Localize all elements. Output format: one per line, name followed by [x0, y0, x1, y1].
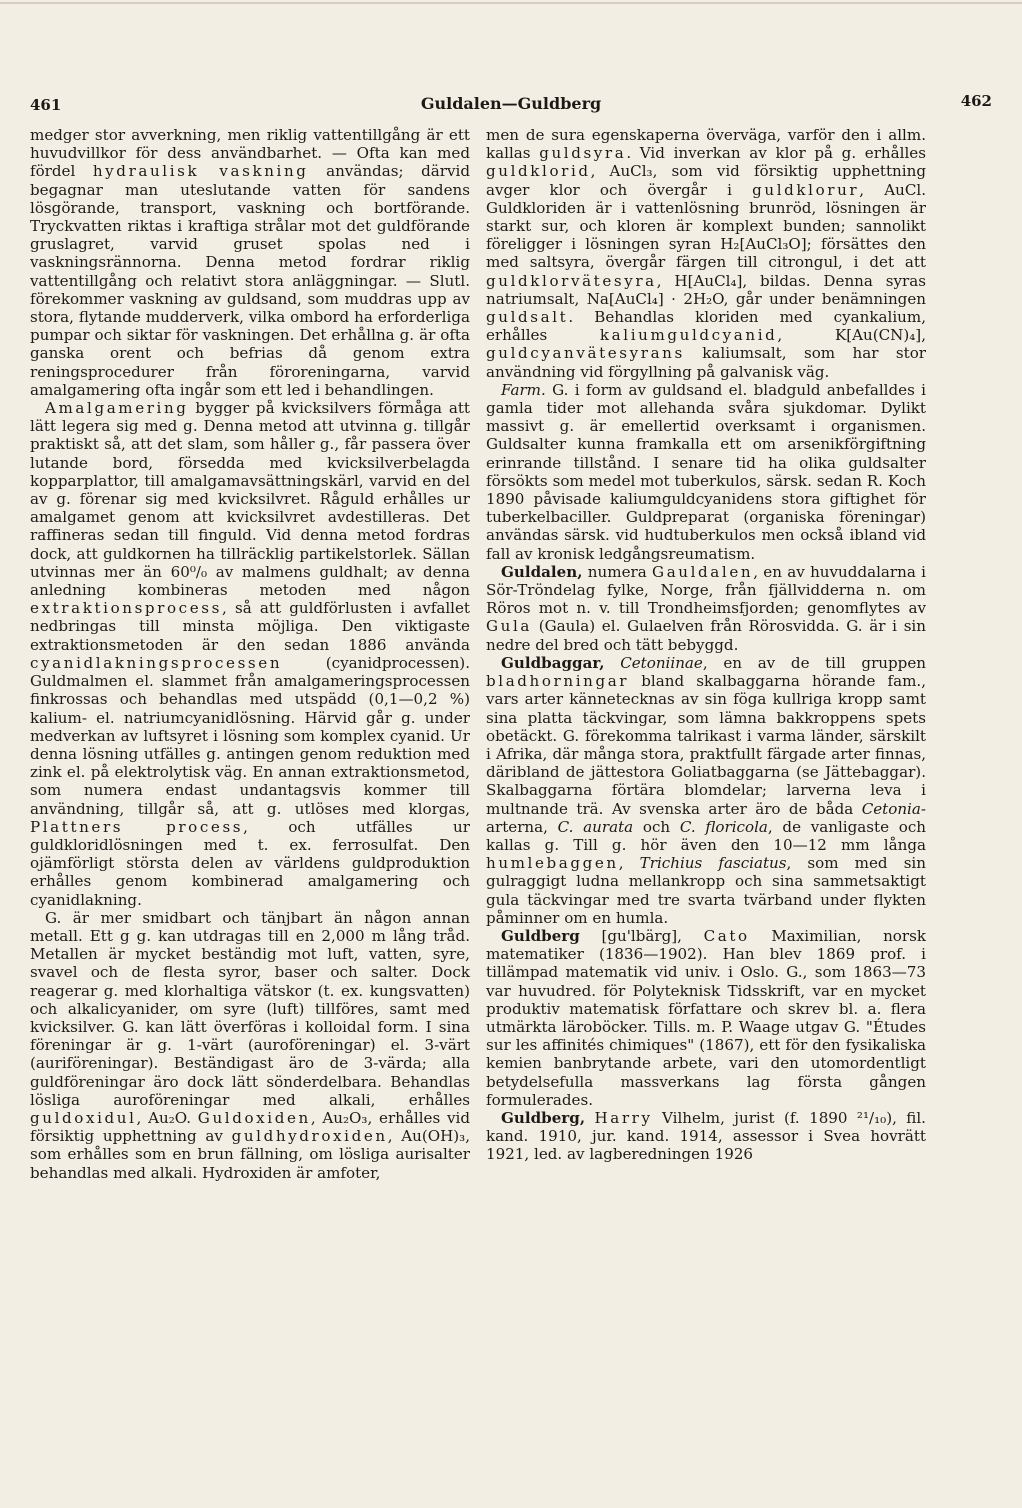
spaced-term: guldcyanvätesyrans: [486, 344, 685, 363]
text-run: , en av de till gruppen: [702, 653, 926, 672]
text-run: , så att guldförlusten i avfallet nedbringas till minsta möjliga. Den viktigaste extraktionsmetoden är den sedan 1886 använda: [30, 599, 470, 654]
percent-sign: ⁰/₀: [189, 562, 207, 581]
italic-term: Trichius fasciatus: [639, 854, 787, 873]
spaced-term: guldhydroxiden: [231, 1127, 388, 1146]
paragraph-gold-acid: [486, 126, 926, 381]
text-run: . Behandlas kloriden med cyankalium, erhålles: [486, 308, 926, 345]
text-run: Maximilian, norsk matematiker (1836—1902). Han blev 1869 prof. i tillämpad matematik vid univ. i Oslo. G., som 1863—73 var huvudred. för Polyteknisk Tidsskrift, var en mycket produktiv matematisk författare och skrev bl. a. flera utmärkta läroböcker. Tills. m. P. Waage utgav G. "Études sur les affinités chimiques" (1867), ett för den fysikaliska kemien banbrytande arbete, vari den utomordentligt betydelsefulla massverkans lag första gången formulerades.: [486, 926, 926, 1109]
spaced-term: Harry: [594, 1108, 653, 1127]
running-title: Guldalen—Guldberg: [420, 94, 602, 113]
scan-edge-line: [0, 2, 1022, 4]
page-number-right: 462: [960, 92, 992, 110]
entry-guldalen: [486, 563, 926, 654]
spaced-term: guldklorvätesyra: [486, 271, 657, 290]
text-run: , Au(OH)₃, som erhålles som en brun fällning, om lösliga aurisalter behandlas med alkali. Hydroxiden är amfoter,: [30, 1127, 470, 1182]
entry-headword: Guldberg,: [501, 1108, 586, 1127]
text-run: användas; därvid begagnar man uteslutande vatten för sandens lösgörande, transport, vaskning och bortförande. Tryckvatten riktas i kraftiga strålar mot det guldförande gruslagret, varvid gruset spolas ned i vaskningsrännorna. Denna metod fordrar riklig vattentillgång och relativt stora anläggningar. — Slutl. förekommer vaskning av guldsand, som muddras upp av stora, flytande mudderverk, vilka ombord ha erforderliga pumpar och siktar för vaskningen. Det erhållna g. är ofta ganska orent och befrias då genom extra reningsprocedurer från föroreningarna, varvid amalgamering ofta ingår som ett led i behandlingen.: [30, 162, 470, 399]
text-run: och: [633, 817, 680, 836]
spaced-term: kaliumguldcyanid: [599, 326, 778, 345]
text-run: G. är mer smidbart och tänjbart än någon annan metall. Ett g g. kan utdragas till en 2,000 m lång tråd. Metallen är mycket beständig mot luft, vatten, syre, svavel och de flesta syror, baser och salter. Dock reagerar g. med klorhaltiga vätskor (t. ex. kungsvatten) och alkalicyanider, om syre (luft) tillföres, samt med kvicksilver. G. kan lätt överföras i kolloidal form. I sina föreningar är g. 1-värt (auroföreningar) el. 3-värt (auriföreningar). Beständigast äro de 3-värda; alla guldföreningar äro dock lätt sönderdelbara. Behandlas lösliga auroföreningar med alkali, erhålles: [30, 908, 470, 1109]
paragraph-hydraulic-washing: [30, 126, 470, 399]
text-run: , de vanligaste och kallas g. Till g. hör även den 10—12 mm långa: [486, 817, 926, 854]
spaced-term: Plattners process: [30, 817, 244, 836]
spaced-term: extraktionsprocess: [30, 599, 222, 618]
text-run: , K[Au(CN)₄],: [777, 326, 926, 345]
spaced-term: hydraulisk vaskning: [92, 162, 309, 181]
italic-term: Farm.: [501, 380, 546, 399]
italic-term: Cetoniinae: [620, 653, 703, 672]
text-run: kaliumsalt, som har stor användning vid förgyllning på galvanisk väg.: [486, 344, 926, 381]
entry-guldberg-cato: [486, 927, 926, 1109]
spaced-term: cyanidlakningsprocessen: [30, 653, 283, 672]
text-run: [gu'lbärg],: [579, 926, 704, 945]
spaced-term: Amalgamering: [45, 399, 189, 418]
text-run: , H[AuCl₄], bildas. Denna syras natriumsalt, Na[AuCl₄] · 2H₂O, går under benämningen: [486, 271, 926, 308]
spaced-term: Guldoxiden: [197, 1108, 311, 1127]
text-run: -arterna,: [486, 799, 926, 836]
entry-guldberg-harry: [486, 1109, 926, 1164]
page-header: [30, 92, 992, 116]
text-run: , AuCl. Guldkloriden är i vattenlösning brunröd, lösningen är starkt sur, och kloren är komplext bunden; sannolikt föreligger i lösningen syran H₂[AuCl₃O]; försättes den med saltsyra, övergår färgen till citrongul, i det att: [486, 180, 926, 272]
text-run: (cyanidprocessen). Guldmalmen el. slammet från amalgameringsprocessen finkrossas och behandlas med utspädd (0,1—0,2 %) kalium- el. natriumcyanidlösning. Härvid går g. under medverkan av luftsyret i lösning som komplex cyanid. Ur denna lösning utfälles g. antingen genom reduktion med zink el. på elektrolytisk väg. En annan extraktionsmetod, som numera endast undantagsvis kommer till användning, tillgår så, att g. utlöses med klorgas,: [30, 653, 470, 818]
spaced-term: Gula: [486, 617, 533, 636]
text-run: , Au₂O₃, erhålles vid försiktig upphettning av: [30, 1108, 470, 1146]
spaced-term: guldklorid: [486, 162, 591, 181]
text-run: (Gaula) el. Gulaelven från Rörosvidda. G. är i sin nedre del bred och tätt bebyggd.: [486, 617, 926, 654]
spaced-term: bladhorningar: [486, 672, 630, 691]
text-run: av malmens guldhalt; av denna anledning kombineras metoden med någon: [30, 562, 470, 600]
spaced-term: guldsalt: [486, 308, 569, 327]
text-run: , en av huvuddalarna i Sör-Tröndelag fylke, Norge, från fjällvidderna n. om Röros mot n. v. till Trondheimsfjorden; genomflytes av: [486, 562, 926, 618]
left-column: [30, 126, 470, 1182]
text-run: Vilhelm, jurist (f. 1890 ²¹/₁₀), fil. kand. 1910, jur. kand. 1914, assessor i Svea hovrätt 1921, led. av lagberedningen 1926: [486, 1108, 926, 1164]
italic-term: C. floricola: [679, 817, 768, 836]
paragraph-amalgamation: [30, 399, 470, 909]
spaced-term: guldoxidul: [30, 1108, 137, 1127]
text-run: G. i form av guldsand el. bladguld anbefalldes i gamla tider mot allehanda svåra sjukdomar. Dylikt massivt g. är emellertid overksamt i organismen. Guldsalter kunna framkalla ett om arsenikförgiftning erinrande tillstånd. I senare tid ha olika guldsalter försökts som medel mot tuberkulos, särsk. sedan R. Koch 1890 påvisade kaliumguldcyanidens stora giftighet för tuberkelbaciller. Guldpreparat (organiska föreningar) användas särsk. vid hudtuberkulos men också ibland vid fall av kronisk ledgångsreumatism.: [486, 380, 926, 563]
italic-term: Cetonia: [861, 799, 921, 818]
paragraph-properties: [30, 909, 470, 1182]
italic-term: C. aurata: [557, 817, 634, 836]
text-run: , som med sin gulraggigt ludna mellankropp och sina sammetsaktigt gula täckvingar med tre svarta tvärband under flykten påminner om en humla.: [486, 854, 926, 927]
entry-headword: Guldberg: [501, 926, 580, 945]
text-run: ,: [618, 854, 640, 873]
spaced-term: guldsyra: [539, 144, 627, 163]
spaced-term: guldklorur: [752, 180, 860, 199]
text-run: , Au₂O.: [136, 1108, 198, 1127]
spaced-term: humlebaggen: [486, 854, 619, 873]
text-run: medger stor avverkning, men riklig vattentillgång är ett huvudvillkor för dess användbarhet. — Ofta kan med fördel: [30, 126, 470, 181]
entry-headword: Guldalen,: [501, 562, 583, 581]
entry-headword: Guldbaggar,: [501, 653, 605, 672]
text-run: numera: [582, 562, 653, 581]
right-column: [486, 126, 926, 1164]
page-number-left: 461: [30, 96, 62, 114]
spaced-term: Cato: [703, 926, 750, 945]
text-run: bygger på kvicksilvers förmåga att lätt legera sig med g. Denna metod att utvinna g. tillgår praktiskt så, att det slam, som håller g., får passera över lutande bord, försedda med kvicksilverbelagda kopparplattor, till amalgamavsättningskärl, varvid en del av g. förenar sig med kvicksilvret. Råguld erhålles ur amalgamet genom att kvicksilvret avdestilleras. Det raffineras sedan till finguld. Vid denna metod fordras dock, att guldkornen ha tillräcklig partikelstorlek. Sällan utvinnas mer än 60: [30, 399, 470, 581]
entry-guldbaggar: [486, 654, 926, 927]
paragraph-pharmacology: [486, 381, 926, 563]
text-run: . Vid inverkan av klor på g. erhålles: [626, 144, 926, 163]
text-run: men de sura egenskaperna överväga, varför den i allm. kallas: [486, 126, 926, 163]
text-run: bland skalbaggarna hörande fam., vars arter kännetecknas av sin föga kullriga kropp samt sina platta täckvingar, som lämna bakkroppens spets obetäckt. G. förekomma talrikast i varma länder, särskilt i Afrika, där många stora, praktfullt färgade arter finnas, däribland de jättestora Goliatbaggarna (se Jättebaggar). Skalbaggarna förtära blomdelar; larverna leva i multnande trä. Av svenska arter äro de båda: [486, 672, 926, 818]
text-run: , och utfälles ur guldkloridlösningen med t. ex. ferrosulfat. Den ojämförligt största delen av världens guldproduktion erhålles genom kombinerad amalgamering och cyanidlakning.: [30, 817, 470, 909]
spaced-term: Gauldalen: [652, 562, 754, 581]
text-run: , AuCl₃, som vid försiktig upphettning avger klor och övergår i: [486, 162, 926, 199]
